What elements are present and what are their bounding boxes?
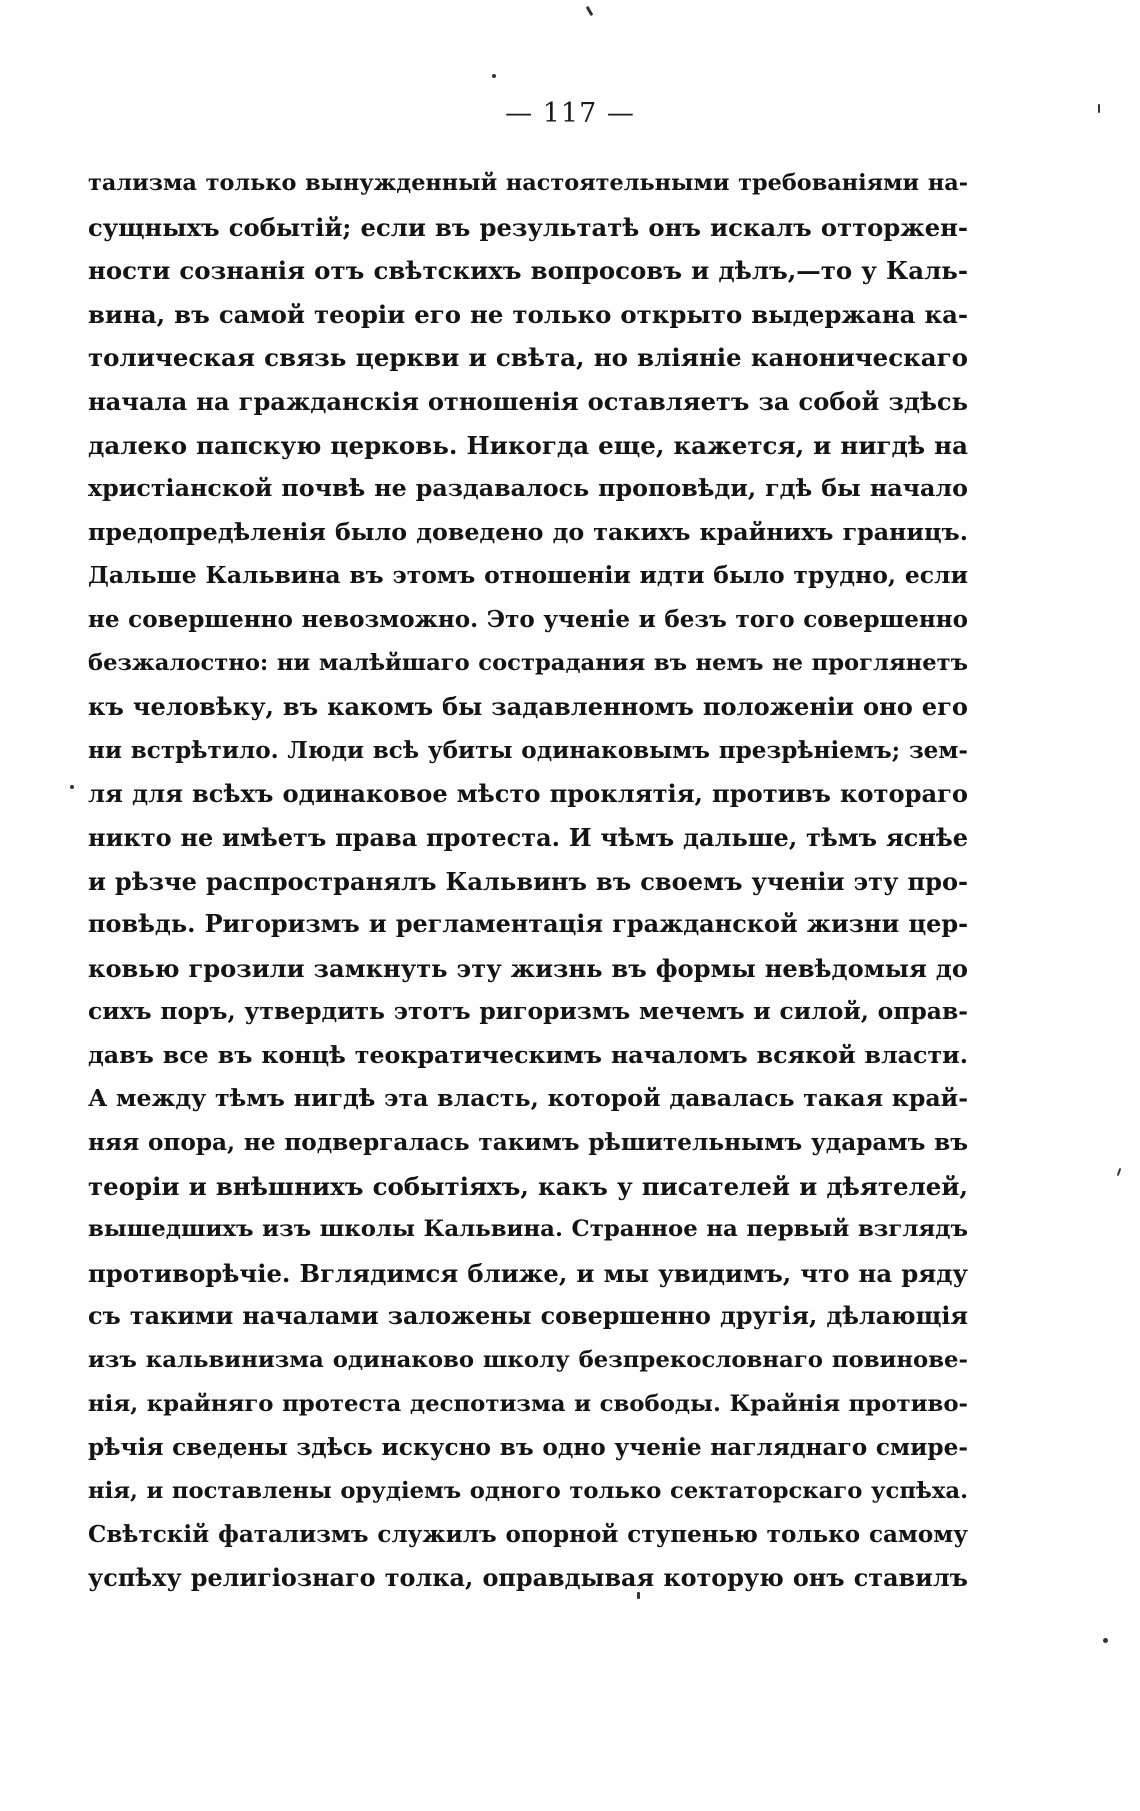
- text-line: нія, крайняго протеста деспотизма и свободы. Крайнія противо-: [88, 1390, 968, 1417]
- text-line: противорѣчіе. Вглядимся ближе, и мы увидимъ, что на ряду: [88, 1258, 968, 1288]
- text-line: начала на гражданскія отношенія оставляетъ за собой здѣсь: [88, 386, 968, 416]
- text-line: рѣчія сведены здѣсь искусно въ одно ученіе нагляднаго смире-: [88, 1434, 968, 1462]
- text-line: ни встрѣтило. Люди всѣ убиты одинаковымъ презрѣніемъ; зем-: [88, 736, 968, 764]
- scan-speck: [637, 1592, 640, 1599]
- text-line: вина, въ самой теоріи его не только открыто выдержана ка-: [88, 299, 968, 329]
- text-line: сущныхъ событій; если въ результатѣ онъ искалъ отторжен-: [88, 212, 968, 242]
- text-line: никто не имѣетъ права протеста. И чѣмъ дальше, тѣмъ яснѣе: [88, 822, 968, 852]
- text-line: не совершенно невозможно. Это ученіе и безъ того совершенно: [88, 605, 968, 633]
- page-number: — 117 —: [505, 98, 635, 129]
- text-line: предопредѣленія было доведено до такихъ крайнихъ границъ.: [88, 517, 968, 546]
- text-line: А между тѣмъ нигдѣ эта власть, которой давалась такая край-: [88, 1084, 968, 1113]
- scan-speck: [492, 74, 496, 78]
- text-line: повѣдь. Ригоризмъ и регламентація гражданской жизни цер-: [88, 910, 968, 939]
- text-line: теоріи и внѣшнихъ событіяхъ, какъ у писателей и дѣятелей,: [88, 1171, 968, 1201]
- scan-speck: [586, 6, 594, 16]
- text-line: нія, и поставлены орудіемъ одного только сектаторскаго успѣха.: [88, 1477, 968, 1504]
- text-line: няя опора, не подвергалась такимъ рѣшительнымъ ударамъ въ: [88, 1129, 968, 1157]
- scan-speck: [1117, 1168, 1122, 1176]
- text-line: къ человѣку, въ какомъ бы задавленномъ положеніи оно его: [88, 692, 968, 722]
- text-line: далеко папскую церковь. Никогда еще, кажется, и нигдѣ на: [88, 430, 968, 460]
- text-line: вышедшихъ изъ школы Кальвина. Странное на первый взглядъ: [88, 1216, 968, 1243]
- text-line: сихъ поръ, утвердить этотъ ригоризмъ мечемъ и силой, оправ-: [88, 997, 968, 1026]
- text-line: и рѣзче распространялъ Кальвинъ въ своемъ ученіи эту про-: [88, 866, 968, 896]
- text-line: безжалостно: ни малѣйшаго сострадания въ немъ не проглянетъ: [88, 649, 968, 676]
- text-line: давъ все въ концѣ теократическимъ началомъ всякой власти.: [88, 1040, 968, 1069]
- text-line: толическая связь церкви и свѣта, но вліяніе каноническаго: [88, 343, 968, 373]
- scan-speck: [1103, 1638, 1108, 1643]
- text-line: ля для всѣхъ одинаковое мѣсто проклятія, противъ котораго: [88, 779, 968, 809]
- text-line: съ такими началами заложены совершенно другія, дѣлающія: [88, 1302, 968, 1331]
- text-line: Дальше Кальвина въ этомъ отношеніи идти было трудно, если: [88, 561, 968, 590]
- body-text: [88, 162, 968, 1601]
- text-line: изъ кальвинизма одинаково школу безпрекословнаго повинове-: [88, 1347, 968, 1374]
- text-line: Свѣтскій фатализмъ служилъ опорной ступенью только самому: [88, 1521, 968, 1549]
- text-line: христіанской почвѣ не раздавалось проповѣди, гдѣ бы начало: [88, 474, 968, 503]
- text-line: успѣху религіознаго толка, оправдывая которую онъ ставилъ: [88, 1564, 968, 1592]
- text-line: ности сознанія отъ свѣтскихъ вопросовъ и дѣлъ,—то у Каль-: [88, 256, 968, 286]
- text-line: ковью грозили замкнуть эту жизнь въ формы невѣдомыя до: [88, 953, 968, 983]
- scan-speck: [1098, 104, 1100, 113]
- text-line: тализма только вынужденный настоятельными требованіями на-: [88, 170, 968, 196]
- scan-speck: [70, 785, 74, 789]
